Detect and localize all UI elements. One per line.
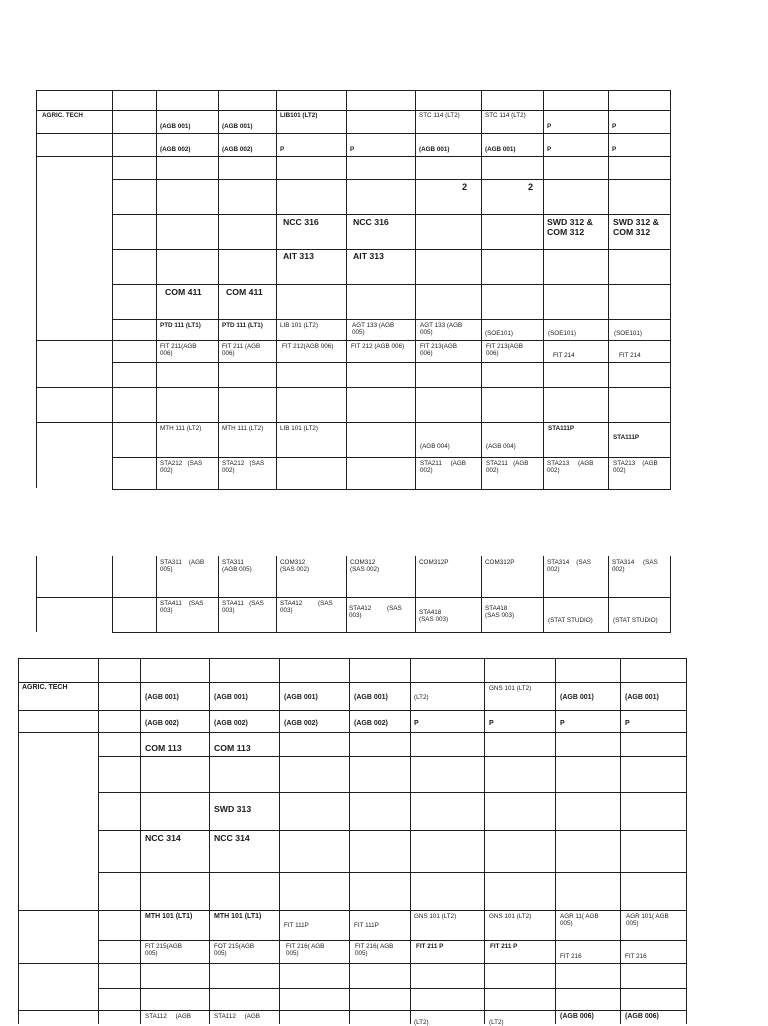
table1-row-line [112,422,671,423]
table2-col-line [156,556,157,632]
cell-text: FIT 216 [560,953,582,960]
table2-col-line [670,556,671,632]
cell-text: STA412 (SAS 003) [280,600,333,615]
cell-text: COM312P [419,559,449,566]
cell-text: MTH 111 (LT2) [160,425,202,432]
cell-text: STA418 (SAS 003) [419,609,449,624]
cell-text: (SOE101) [485,330,513,337]
table2-col-line [218,556,219,632]
cell-text: STA212 (SAS 002) [222,460,265,475]
cell-text: STA314 (SAS 002) [612,559,658,574]
cell-text: COM312 (SAS 002) [350,559,380,574]
cell-text: (AGB 002) [214,720,248,727]
table3-row-line [98,830,687,831]
cell-text: P [547,146,552,153]
table3-label-row-line [18,1010,99,1011]
table3-col-line [410,658,411,1024]
cell-text: (LT2) [414,694,429,701]
cell-text: (LT2) [489,1019,504,1026]
cell-text: LIB 101 (LT2) [280,322,319,329]
table1-row-line [112,489,671,490]
cell-text: FIT 216( AGB 005) [355,943,394,958]
cell-text: FIT 212(AGB 006) [282,343,334,350]
cell-text: STA418 (SAS 003) [485,605,515,620]
cell-text: (AGB 001) [354,694,388,701]
cell-text: FIT 211(AGB 006) [160,343,197,358]
cell-text: FIT 111P [284,922,309,929]
cell-text: STA211 (AGB 002) [486,460,529,475]
cell-text: FIT 211 P [416,943,444,950]
table1-label-row-line [36,340,113,341]
cell-text: (AGB 001) [485,146,516,153]
cell-text: MTH 101 (LT1) [214,913,262,920]
cell-text: COM 113 [145,743,182,753]
cell-text: COM312P [485,559,515,566]
cell-text: P [280,146,285,153]
cell-text: STA411 (SAS 003) [160,600,204,615]
table3-col-line [555,658,556,1024]
table3-row-line [18,682,687,683]
cell-text: (SOE101) [614,330,642,337]
table1-col-line [218,90,219,489]
cell-text: STA211 (AGB 002) [420,460,466,475]
cell-text: MTH 111 (LT2) [222,425,264,432]
table1-col-line [276,90,277,489]
cell-text: FIT 211 P [490,943,518,950]
cell-text: (AGB 001) [284,694,318,701]
table1-row-line [112,284,671,285]
table3-col-line [209,658,210,1024]
cell-text: STA212 (SAS 002) [160,460,203,475]
table1-row-line [112,179,671,180]
cell-text: FIT 214 [553,352,575,359]
table2-col-line [112,556,113,632]
cell-text: (AGB 006) [560,1013,594,1020]
cell-text: (AGB 001) [145,694,179,701]
table3-row-line [98,940,687,941]
cell-text: (AGB 001) [222,123,253,130]
cell-text: P [625,720,630,727]
table3-row-line [98,963,687,964]
cell-text: P [414,720,419,727]
cell-text: (AGB 001) [560,694,594,701]
table1-col-line [670,90,671,489]
table3-col-line [279,658,280,1024]
table3-row-line [98,988,687,989]
table1-label-row-line [36,422,113,423]
cell-text: FIT 111P [354,922,379,929]
cell-text: (AGB 006) [625,1013,659,1020]
cell-text: AIT 313 [353,251,384,261]
cell-text: FIT 213(AGB 006) [420,343,457,358]
table3-row-line [18,710,687,711]
cell-text: (AGB 004) [486,443,516,450]
cell-text: AGR 101( AGB 005) [626,913,669,928]
table2-col-line [608,556,609,632]
table1-row-line [36,133,671,134]
cell-text: GNS 101 (LT2) [489,913,532,920]
cell-text: GNS 101 (LT2) [414,913,457,920]
cell-text: FIT 215(AGB 005) [145,943,182,958]
cell-text: (AGB 002) [145,720,179,727]
cell-text: NCC 314 [214,833,250,843]
table1-col-line [36,90,37,488]
table3-row-line [98,910,687,911]
table1-col-line [346,90,347,489]
cell-text: MTH 101 (LT1) [145,913,193,920]
table3-col-line [484,658,485,1024]
cell-text: PTD 111 (LT1) [160,322,201,329]
cell-text: AGT 133 (AGB 005) [352,322,395,337]
cell-text: COM312 (SAS 002) [280,559,310,574]
cell-text: (STAT STUDIO) [613,617,658,624]
table3-label-row-line [18,963,99,964]
cell-text: LIB 101 (LT2) [280,425,319,432]
cell-text: (LT2) [414,1019,429,1026]
table3-col-line [620,658,621,1024]
cell-text: AGR 11( AGB 005) [560,913,599,928]
table1-col-line [481,90,482,489]
table1-row-line [112,362,671,363]
table3-row-line [98,792,687,793]
table1-col-line [608,90,609,489]
cell-text: 2 [528,182,534,192]
cell-text: FIT 213(AGB 006) [486,343,523,358]
table1-row-line [112,214,671,215]
cell-text: STA112 (AGB [214,1013,260,1020]
cell-text: FIT 211 (AGB 006) [222,343,261,358]
cell-text: (AGB 004) [420,443,450,450]
cell-text: STC 114 (LT2) [485,112,526,119]
cell-text: COM 113 [214,743,251,753]
table1-col-line [543,90,544,489]
cell-text: GNS 101 (LT2) [489,685,532,692]
table2-row-line [36,597,671,598]
cell-text: (AGB 001) [214,694,248,701]
cell-text: AGT 133 (AGB 005) [420,322,463,337]
table2-col-line [481,556,482,632]
table1-row-line [36,110,671,111]
table1-row-line [112,457,671,458]
cell-text: STA412 (SAS 003) [349,605,402,620]
table1-col-line [415,90,416,489]
cell-text: STA213 (AGB 002) [613,460,658,475]
cell-text: P [612,146,617,153]
cell-text: (AGB 002) [222,146,253,153]
cell-text: FIT 212 (AGB 006) [351,343,405,350]
table1-row-line [112,249,671,250]
cell-text: (AGB 002) [284,720,318,727]
cell-text: P [612,123,617,130]
table3-col-line [686,658,687,1024]
cell-text: STC 114 (LT2) [419,112,460,119]
table3-row-line [98,756,687,757]
table1-row-line [36,156,671,157]
cell-text: STA112 (AGB [145,1013,191,1020]
cell-text: (AGB 002) [160,146,191,153]
table1-row-line [112,319,671,320]
cell-text: (AGB 002) [354,720,388,727]
cell-text: (SOE101) [548,330,576,337]
cell-text: NCC 316 [353,217,389,227]
cell-text: COM 411 [165,287,202,297]
table1-label-row-line [36,156,113,157]
table3-col-line [140,658,141,1024]
cell-text: 2 [462,182,468,192]
table2-row-line [112,632,671,633]
cell-text: P [489,720,494,727]
table1-row-line [112,340,671,341]
table3-col-line [18,658,19,1024]
cell-text: FOT 215(AGB 005) [214,943,255,958]
table1-col-line [156,90,157,489]
table2-col-line [36,556,37,632]
cell-text: STA311 (AGB 005) [222,559,252,574]
table3-row-line [98,1010,687,1011]
table2-col-line [276,556,277,632]
cell-text: FIT 214 [619,352,641,359]
cell-text: STA314 (SAS 002) [547,559,591,574]
cell-text: P [350,146,355,153]
cell-text: STA311 (AGB 005) [160,559,205,574]
table1-label-row-line [36,387,113,388]
table3-row-line [18,658,687,659]
cell-text: NCC 314 [145,833,181,843]
cell-text: STA111P [548,425,575,432]
cell-text: COM 411 [226,287,263,297]
cell-text: SWD 312 & COM 312 [547,217,593,237]
table3-row-line [98,872,687,873]
cell-text: P [560,720,565,727]
table2-col-line [346,556,347,632]
cell-text: FIT 216 [625,953,647,960]
row-label: AGRIC. TECH [42,112,83,119]
cell-text: SWD 312 & COM 312 [613,217,659,237]
table3-col-line [98,658,99,1024]
cell-text: P [547,123,552,130]
cell-text: (STAT STUDIO) [548,617,593,624]
table3-row-line [18,732,687,733]
cell-text: FIT 216( AGB 005) [286,943,325,958]
cell-text: NCC 316 [283,217,319,227]
cell-text: SWD 313 [214,804,252,814]
table2-col-line [415,556,416,632]
cell-text: LIB101 (LT2) [280,112,318,119]
cell-text: (AGB 001) [625,694,659,701]
table1-row-line [36,90,671,91]
cell-text: STA111P [613,434,640,441]
cell-text: PTD 111 (LT1) [222,322,263,329]
cell-text: (AGB 001) [419,146,450,153]
row-label: AGRIC. TECH [22,684,68,691]
table1-row-line [112,387,671,388]
cell-text: AIT 313 [283,251,314,261]
cell-text: STA411 (SAS 003) [222,600,264,615]
cell-text: (AGB 001) [160,123,191,130]
cell-text: STA213 (AGB 002) [547,460,594,475]
table1-col-line [112,90,113,489]
table3-label-row-line [18,910,99,911]
table2-col-line [543,556,544,632]
table3-col-line [349,658,350,1024]
